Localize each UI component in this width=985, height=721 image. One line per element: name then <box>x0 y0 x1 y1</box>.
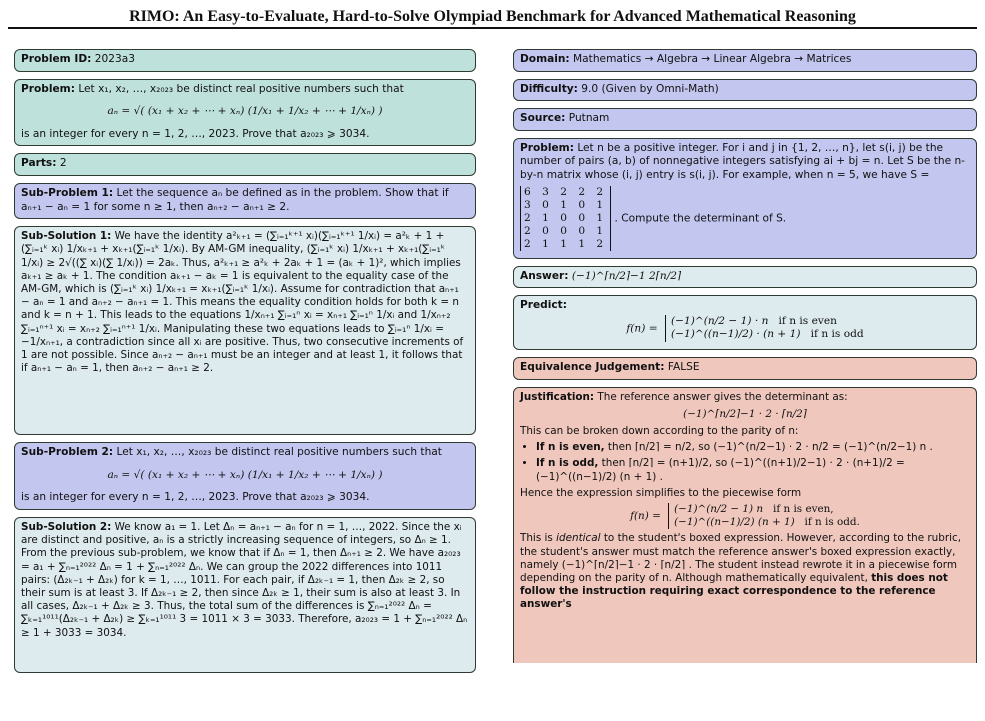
closing-bold: this does not follow the instruction requiring exact correspondence to the reference answer's <box>520 571 948 611</box>
difficulty-value: 9.0 (Given by Omni-Math) <box>581 82 719 95</box>
sub-solution-2-label: Sub-Solution 2: <box>21 520 112 533</box>
left-column <box>14 49 476 680</box>
bullet-odd-text: then ⌈n/2⌉ = (n+1)/2, so (−1)^((n+1)/2−1) · 2 · (n+1)/2 = (−1)^((n−1)/2) (n + 1) . <box>536 457 905 483</box>
source-value: Putnam <box>568 112 610 125</box>
piecewise-case-2: (−1)^((n−1)/2) (n + 1) <box>674 516 795 529</box>
closing-part-a: This is <box>520 532 557 545</box>
equivalence-value: FALSE <box>667 360 700 373</box>
matrix-row: 6 3 2 2 2 <box>524 185 608 198</box>
predict-box <box>513 295 977 350</box>
sub-problem-2-formula: aₙ = √( (x₁ + x₂ + ⋯ + xₙ) (1/x₁ + 1/x₂ + ⋯ + 1/xₙ) ) <box>107 468 383 481</box>
predict-cases <box>665 315 864 342</box>
sub-solution-2-box <box>14 517 476 673</box>
paper-title: RIMO: An Easy-to-Evaluate, Hard-to-Solve Olympiad Benchmark for Advanced Mathematical Reasoning <box>129 8 856 25</box>
matrix-row: 2 1 0 0 1 <box>524 211 608 224</box>
sub-problem-2-intro: Let x₁, x₂, …, x₂₀₂₃ be distinct real positive numbers such that <box>116 446 442 459</box>
matrix-row-wrap <box>520 183 970 254</box>
right-column <box>513 49 977 663</box>
predict-lhs: f(n) = <box>626 322 658 335</box>
bullet-even-head: If n is even, <box>536 441 605 454</box>
justification-intro: The reference answer gives the determinant as: <box>597 390 848 403</box>
bullet-even-text: then ⌈n/2⌉ = n/2, so (−1)^(n/2−1) · 2 · n/2 = (−1)^(n/2−1) n . <box>607 441 933 454</box>
answer-value: (−1)^⌈n/2⌉−1 2⌈n/2⌉ <box>571 269 682 282</box>
sub-problem-1-box <box>14 183 476 219</box>
justification-formula: (−1)^⌈n/2⌉−1 · 2 · ⌈n/2⌉ <box>683 407 807 420</box>
predict-case-1: (−1)^(n/2 − 1) · n <box>670 314 769 327</box>
problem-id-label: Problem ID: <box>21 53 92 65</box>
bullet-even <box>536 441 970 454</box>
problem-intro: Let x₁, x₂, …, x₂₀₂₃ be distinct real positive numbers such that <box>78 82 404 95</box>
justification-label: Justification: <box>520 390 595 403</box>
piecewise-formula <box>520 503 970 529</box>
source-box <box>513 108 977 131</box>
predict-cond-1: if n is even <box>778 314 837 327</box>
closing-identical: identical <box>556 532 601 545</box>
matrix-row: 2 1 1 1 2 <box>524 237 608 250</box>
predict-cond-2: if n is odd <box>810 328 864 341</box>
closing-part-b: to the student's boxed expression. However, according to the rubric, the student's answer must match the reference answer's boxed expression exactly, namely (−1)^⌈n/2⌉−1 · 2 · ⌈n/2⌉ . The student instead rewrote it in a piecewise form depending on the parity of n. Although mathematically equivalent, <box>520 532 962 584</box>
predict-case-2: (−1)^((n−1)/2) · (n + 1) <box>670 328 801 341</box>
problem-label: Problem: <box>21 82 75 95</box>
matrix-row: 3 0 1 0 1 <box>524 198 608 211</box>
difficulty-label: Difficulty: <box>520 82 578 95</box>
problem-outro: is an integer for every n = 1, 2, …, 2023. Prove that a₂₀₂₃ ⩾ 3034. <box>21 127 370 140</box>
equivalence-label: Equivalence Judgement: <box>520 360 665 373</box>
piecewise-cond-2: if n is odd. <box>804 516 860 529</box>
answer-box <box>513 266 977 289</box>
sub-solution-2-text: We know a₁ = 1. Let Δₙ = aₙ₊₁ − aₙ for n = 1, …, 2022. Since the xᵢ are distinct and positive, aₙ is a strictly increasing sequence of integers, so Δₙ ≥ 1. From the previous sub-problem, we know that if Δₙ = 1, then Δₙ₊₁ ≥ 2. We have a₂₀₂₃ = a₁ + ∑ₙ₌₁²⁰²² Δₙ = 1 + ∑ₙ₌₁²⁰²² Δₙ. We can group the 2022 differences into 1011 pairs: (Δ₂ₖ₋₁ + Δ₂ₖ) for k = 1, …, 1011. For each pair, if Δ₂ₖ₋₁ = 1, then Δ₂ₖ ≥ 2, so their sum is at least 3. If Δ₂ₖ₋₁ ≥ 2, then since Δ₂ₖ ≥ 1, their sum is also at least 3. In all cases, Δ₂ₖ₋₁ + Δ₂ₖ ≥ 3. Thus, the total sum of the differences is ∑ₙ₌₁²⁰²² Δₙ = ∑ₖ₌₁¹⁰¹¹(Δ₂ₖ₋₁ + Δ₂ₖ) ≥ ∑ₖ₌₁¹⁰¹¹ 3 = 1011 × 3 = 3033. Therefore, a₂₀₂₃ = 1 + ∑ₙ₌₁²⁰²² Δₙ ≥ 1 + 3033 = 3034. <box>21 520 468 639</box>
predict-label: Predict: <box>520 299 567 312</box>
piecewise-case-1: (−1)^(n/2 − 1) n <box>674 502 764 515</box>
justification-hence: Hence the expression simplifies to the piecewise form <box>520 486 802 499</box>
problem-id-box <box>14 49 476 72</box>
sub-problem-1-text: Let the sequence aₙ be defined as in the problem. Show that if aₙ₊₁ − aₙ = 1 for some n ≥ 1, then aₙ₊₂ − aₙ₊₁ ≥ 2. <box>21 186 449 213</box>
equivalence-box <box>513 357 977 380</box>
domain-label: Domain: <box>520 53 570 65</box>
example-matrix <box>520 186 611 251</box>
sub-solution-1-box <box>14 226 476 435</box>
domain-value: Mathematics → Algebra → Linear Algebra → Matrices <box>573 53 852 65</box>
sub-problem-2-box <box>14 442 476 510</box>
title-rule <box>8 27 977 29</box>
difficulty-box <box>513 79 977 102</box>
answer-label: Answer: <box>520 269 569 282</box>
problem-box <box>14 79 476 147</box>
justification-box <box>513 387 977 663</box>
predict-formula <box>520 315 970 342</box>
bullet-odd-head: If n is odd, <box>536 457 599 470</box>
problem-id-value: 2023a3 <box>94 53 135 65</box>
piecewise-cases <box>668 503 860 529</box>
domain-box <box>513 49 977 72</box>
sub-problem-2-outro: is an integer for every n = 1, 2, …, 2023. Prove that a₂₀₂₃ ⩾ 3034. <box>21 491 370 504</box>
bullet-odd <box>536 457 970 483</box>
right-problem-box <box>513 138 977 259</box>
matrix-row: 2 0 0 0 1 <box>524 224 608 237</box>
parts-label: Parts: <box>21 157 57 170</box>
right-problem-text: Let n be a positive integer. For i and j in {1, 2, …, n}, let s(i, j) be the number of pairs (a, b) of nonnegative integers satisfying ai + bj = n. Let S be the n-by-n matrix whose (i, j) entry is s(i, j). For example, when n = 5, we have S = <box>520 141 965 181</box>
parts-value: 2 <box>59 157 67 170</box>
source-label: Source: <box>520 112 566 125</box>
sub-problem-1-label: Sub-Problem 1: <box>21 186 114 199</box>
sub-solution-1-label: Sub-Solution 1: <box>21 230 112 243</box>
justification-closing <box>520 532 970 611</box>
sub-problem-2-label: Sub-Problem 2: <box>21 446 114 459</box>
parts-box <box>14 153 476 176</box>
justification-bullets <box>520 441 970 484</box>
right-problem-after: . Compute the determinant of S. <box>614 212 787 225</box>
sub-solution-1-text: We have the identity a²ₖ₊₁ = (∑ᵢ₌₁ᵏ⁺¹ xᵢ)(∑ᵢ₌₁ᵏ⁺¹ 1/xᵢ) = a²ₖ + 1 + (∑ᵢ₌₁ᵏ xᵢ) 1/xₖ₊₁ + xₖ₊₁(∑ᵢ₌₁ᵏ 1/xᵢ). By AM-GM inequality, (∑ᵢ₌₁ᵏ xᵢ) 1/xₖ₊₁ + xₖ₊₁(∑ᵢ₌₁ᵏ 1/xᵢ) ≥ 2√((∑ xᵢ)(∑ 1/xᵢ)) = 2aₖ. Thus, a²ₖ₊₁ ≥ a²ₖ + 2aₖ + 1 = (aₖ + 1)², which implies aₖ₊₁ ≥ aₖ + 1. The condition aₖ₊₁ − aₖ = 1 is equivalent to the equality case of the AM-GM, which is (∑ᵢ₌₁ᵏ xᵢ) 1/xₖ₊₁ = xₖ₊₁(∑ᵢ₌₁ᵏ 1/xᵢ). Assume for contradiction that aₙ₊₁ − aₙ = 1 and aₙ₊₂ − aₙ₊₁ = 1. This means the equality condition holds for both k = n and k = n + 1. This leads to the equations 1/xₙ₊₁ ∑ᵢ₌₁ⁿ xᵢ = xₙ₊₁ ∑ᵢ₌₁ⁿ 1/xᵢ and 1/xₙ₊₂ ∑ᵢ₌₁ⁿ⁺¹ xᵢ = xₙ₊₂ ∑ᵢ₌₁ⁿ⁺¹ 1/xᵢ. Manipulating these two equations leads to ∑ᵢ₌₁ⁿ 1/xᵢ = −1/xₙ₊₁, a contradiction since all xᵢ are positive. Thus, two consecutive increments of 1 are not possible. Since aₙ₊₂ − aₙ₊₁ must be an integer and at least 1, it follows that if aₙ₊₁ − aₙ = 1, then aₙ₊₂ − aₙ₊₁ ≥ 2. <box>21 230 464 375</box>
right-problem-label: Problem: <box>520 141 574 154</box>
piecewise-cond-1: if n is even, <box>773 502 834 515</box>
piecewise-lhs: f(n) = <box>630 510 661 523</box>
problem-formula: aₙ = √( (x₁ + x₂ + ⋯ + xₙ) (1/x₁ + 1/x₂ + ⋯ + 1/xₙ) ) <box>107 105 383 118</box>
justification-breakdown: This can be broken down according to the parity of n: <box>520 424 799 437</box>
